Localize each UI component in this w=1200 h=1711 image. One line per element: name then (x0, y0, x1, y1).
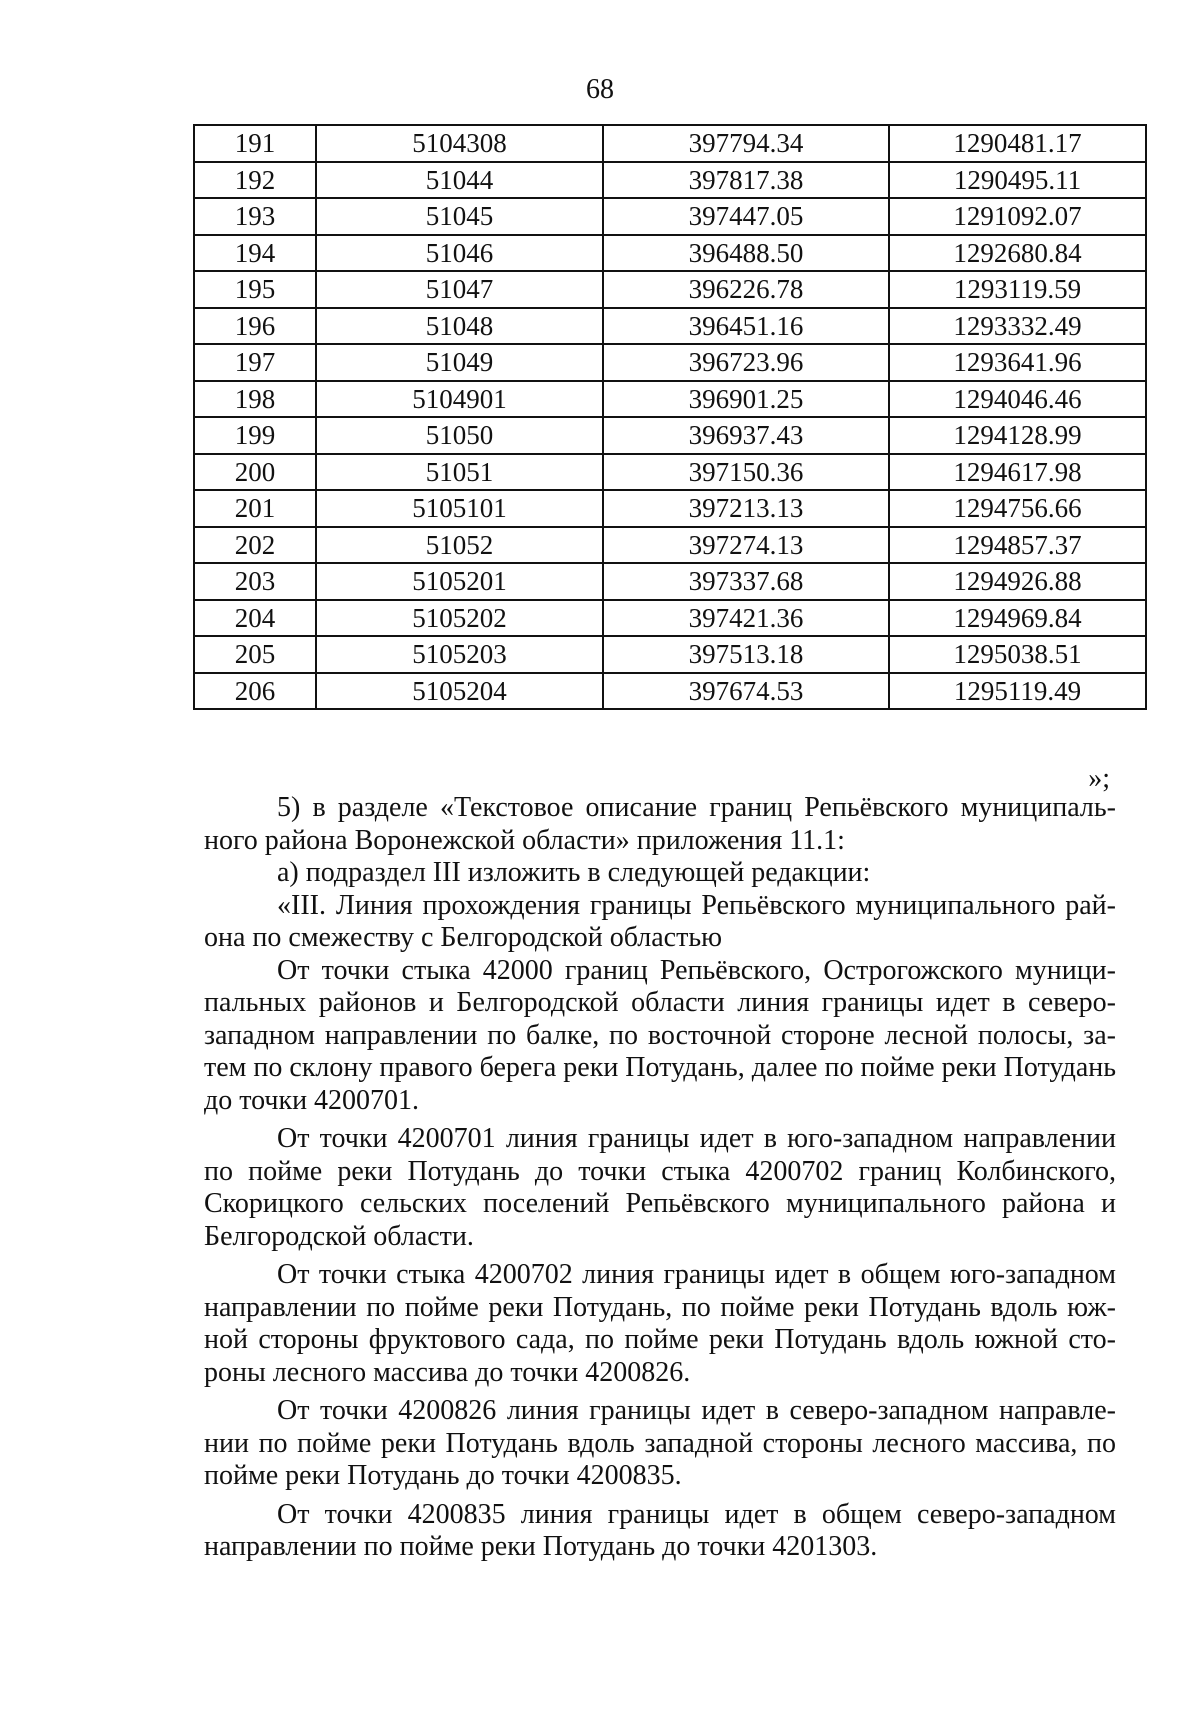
closing-quote: »; (1088, 763, 1110, 794)
coordinate-y-cell: 1294926.88 (889, 563, 1146, 600)
point-number-cell: 195 (194, 271, 316, 308)
point-id-cell: 51047 (316, 271, 603, 308)
point-number-cell: 198 (194, 381, 316, 418)
coordinate-x-cell: 396901.25 (603, 381, 889, 418)
coordinate-y-cell: 1294857.37 (889, 527, 1146, 564)
coordinate-y-cell: 1290495.11 (889, 162, 1146, 199)
table-row (194, 308, 1146, 345)
point-id-cell: 51050 (316, 417, 603, 454)
table-row (194, 162, 1146, 199)
table-row (194, 235, 1146, 272)
point-number-cell: 199 (194, 417, 316, 454)
point-id-cell: 51048 (316, 308, 603, 345)
point-id-cell: 51051 (316, 454, 603, 491)
coordinate-x-cell: 396723.96 (603, 344, 889, 381)
point-id-cell: 5105204 (316, 673, 603, 710)
table-row (194, 125, 1146, 162)
point-id-cell: 5104901 (316, 381, 603, 418)
paragraph-boundary-1: От точки стыка 42000 границ Репьёвского, Острогожского муниципальных районов и Белгородской области линия границы идет в северо-западном направлении по балке, по восточной стороне лесной полосы, затем по склону правого берега реки Потудань, далее по пойме реки Потудань до точки 4200701. (204, 954, 1116, 1116)
coordinate-y-cell: 1291092.07 (889, 198, 1146, 235)
table-row (194, 344, 1146, 381)
paragraph-boundary-2: От точки 4200701 линия границы идет в юго-западном направлении по пойме реки Потудань до точки стыка 4200702 границ Колбинского, Скорицкого сельских поселений Репьёвского муниципального района и Белгородской области. (204, 1123, 1116, 1252)
coordinate-y-cell: 1293641.96 (889, 344, 1146, 381)
table-row (194, 490, 1146, 527)
coordinate-y-cell: 1290481.17 (889, 125, 1146, 162)
point-number-cell: 204 (194, 600, 316, 637)
coordinate-x-cell: 397274.13 (603, 527, 889, 564)
point-id-cell: 5105201 (316, 563, 603, 600)
coordinate-x-cell: 397337.68 (603, 563, 889, 600)
table-row (194, 527, 1146, 564)
coordinate-y-cell: 1292680.84 (889, 235, 1146, 272)
table-row (194, 271, 1146, 308)
coordinate-y-cell: 1294046.46 (889, 381, 1146, 418)
coordinate-x-cell: 397513.18 (603, 636, 889, 673)
table-row (194, 454, 1146, 491)
page-number: 68 (586, 74, 614, 105)
coordinate-y-cell: 1293332.49 (889, 308, 1146, 345)
coordinate-x-cell: 397213.13 (603, 490, 889, 527)
point-id-cell: 51046 (316, 235, 603, 272)
table-row (194, 636, 1146, 673)
point-number-cell: 202 (194, 527, 316, 564)
coordinates-table-body (194, 125, 1146, 709)
table-row (194, 417, 1146, 454)
coordinate-x-cell: 397817.38 (603, 162, 889, 199)
coordinate-x-cell: 397447.05 (603, 198, 889, 235)
point-number-cell: 206 (194, 673, 316, 710)
paragraph-section-heading: «III. Линия прохождения границы Репьёвского муниципального района по смежеству с Белгородской областью (204, 889, 1116, 953)
point-id-cell: 5105202 (316, 600, 603, 637)
point-number-cell: 201 (194, 490, 316, 527)
coordinate-x-cell: 397150.36 (603, 454, 889, 491)
paragraph-boundary-5: От точки 4200835 линия границы идет в общем северо-западном направлении по пойме реки Потудань до точки 4201303. (204, 1498, 1116, 1562)
table-row (194, 563, 1146, 600)
point-number-cell: 194 (194, 235, 316, 272)
table-row (194, 198, 1146, 235)
paragraph-boundary-4: От точки 4200826 линия границы идет в северо-западном направлении по пойме реки Потудань вдоль западной стороны лесного массива, по пойме реки Потудань до точки 4200835. (204, 1395, 1116, 1491)
paragraph-boundary-3: От точки стыка 4200702 линия границы идет в общем юго-западном направлении по пойме реки Потудань, по пойме реки Потудань вдоль южной стороны фруктового сада, по пойме реки Потудань вдоль южной стороны лесного массива до точки 4200826. (204, 1259, 1116, 1388)
point-number-cell: 193 (194, 198, 316, 235)
coordinate-y-cell: 1295038.51 (889, 636, 1146, 673)
coordinates-table (193, 124, 1147, 710)
point-number-cell: 205 (194, 636, 316, 673)
coordinate-x-cell: 397794.34 (603, 125, 889, 162)
table-row (194, 381, 1146, 418)
paragraph-subsection-a: а) подраздел III изложить в следующей редакции: (277, 857, 871, 888)
point-number-cell: 197 (194, 344, 316, 381)
coordinate-x-cell: 396451.16 (603, 308, 889, 345)
point-id-cell: 51049 (316, 344, 603, 381)
point-number-cell: 191 (194, 125, 316, 162)
coordinate-y-cell: 1294969.84 (889, 600, 1146, 637)
body-text (204, 792, 1116, 1564)
point-number-cell: 196 (194, 308, 316, 345)
point-id-cell: 51052 (316, 527, 603, 564)
coordinate-x-cell: 397674.53 (603, 673, 889, 710)
coordinate-x-cell: 396226.78 (603, 271, 889, 308)
point-id-cell: 5105203 (316, 636, 603, 673)
point-number-cell: 200 (194, 454, 316, 491)
coordinate-x-cell: 397421.36 (603, 600, 889, 637)
point-id-cell: 51045 (316, 198, 603, 235)
coordinate-y-cell: 1295119.49 (889, 673, 1146, 710)
paragraph-amendment-5: 5) в разделе «Текстовое описание границ Репьёвского муниципального района Воронежской области» приложения 11.1: (204, 792, 1116, 856)
coordinate-y-cell: 1294128.99 (889, 417, 1146, 454)
table-row (194, 673, 1146, 710)
coordinate-y-cell: 1293119.59 (889, 271, 1146, 308)
point-id-cell: 51044 (316, 162, 603, 199)
point-number-cell: 192 (194, 162, 316, 199)
point-id-cell: 5105101 (316, 490, 603, 527)
coordinate-x-cell: 396488.50 (603, 235, 889, 272)
coordinate-y-cell: 1294617.98 (889, 454, 1146, 491)
point-number-cell: 203 (194, 563, 316, 600)
coordinate-x-cell: 396937.43 (603, 417, 889, 454)
table-row (194, 600, 1146, 637)
coordinate-y-cell: 1294756.66 (889, 490, 1146, 527)
point-id-cell: 5104308 (316, 125, 603, 162)
